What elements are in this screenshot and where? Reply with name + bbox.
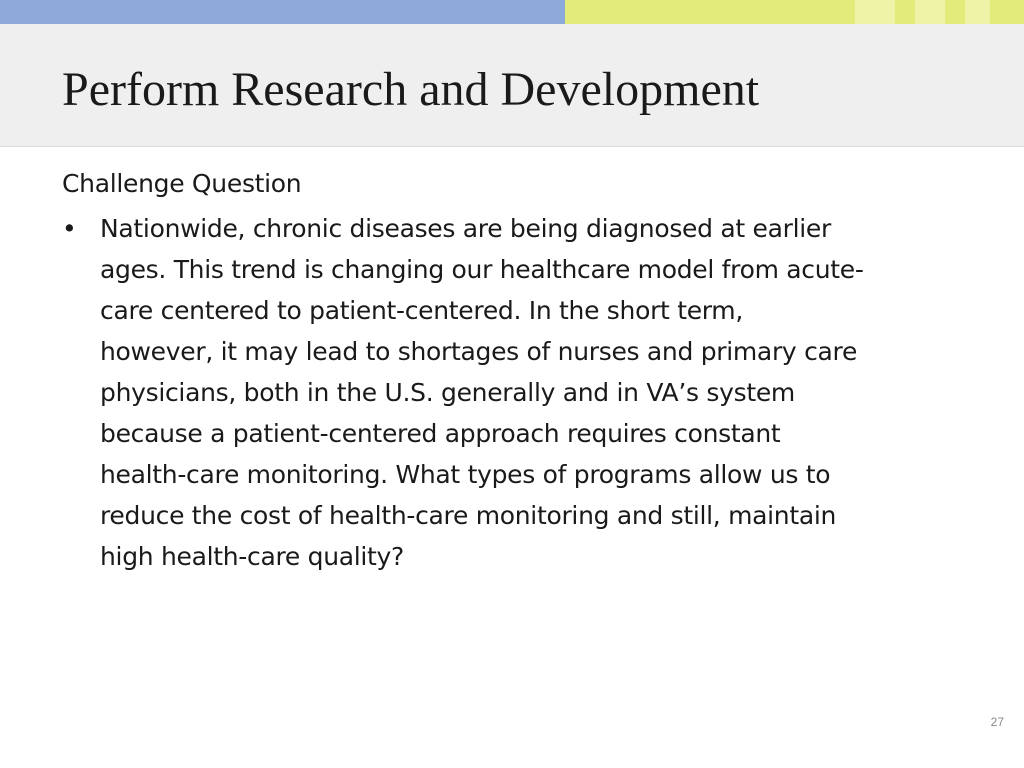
top-bar-blue-segment xyxy=(0,0,565,24)
bullet-text-line: health-care monitoring. What types of programs allow us to xyxy=(100,460,831,489)
slide-title: Perform Research and Development xyxy=(62,63,760,116)
challenge-heading: Challenge Question xyxy=(62,169,302,198)
title-band xyxy=(0,24,1024,147)
bullet-text-line: because a patient-centered approach requires constant xyxy=(100,419,781,448)
bullet-text-line: high health-care quality? xyxy=(100,542,405,571)
bullet-text-line: ages. This trend is changing our healthcare model from acute- xyxy=(100,255,864,284)
bullet-text-line: physicians, both in the U.S. generally and in VA’s system xyxy=(100,378,795,407)
decorative-top-bar xyxy=(0,0,1024,24)
top-bar-stripe xyxy=(965,0,990,24)
bullet-text-line: reduce the cost of health-care monitoring and still, maintain xyxy=(100,501,837,530)
top-bar-green-segment xyxy=(565,0,1024,24)
bullet-text-line: care centered to patient-centered. In the short term, xyxy=(100,296,744,325)
top-bar-stripe xyxy=(855,0,895,24)
bullet-item xyxy=(62,208,962,577)
bullet-icon: • xyxy=(62,214,77,243)
slide-body xyxy=(62,164,962,577)
top-bar-stripe xyxy=(915,0,945,24)
bullet-text-line: however, it may lead to shortages of nurses and primary care xyxy=(100,337,858,366)
page-number: 27 xyxy=(990,715,1004,729)
bullet-text-line: Nationwide, chronic diseases are being diagnosed at earlier xyxy=(100,214,831,243)
